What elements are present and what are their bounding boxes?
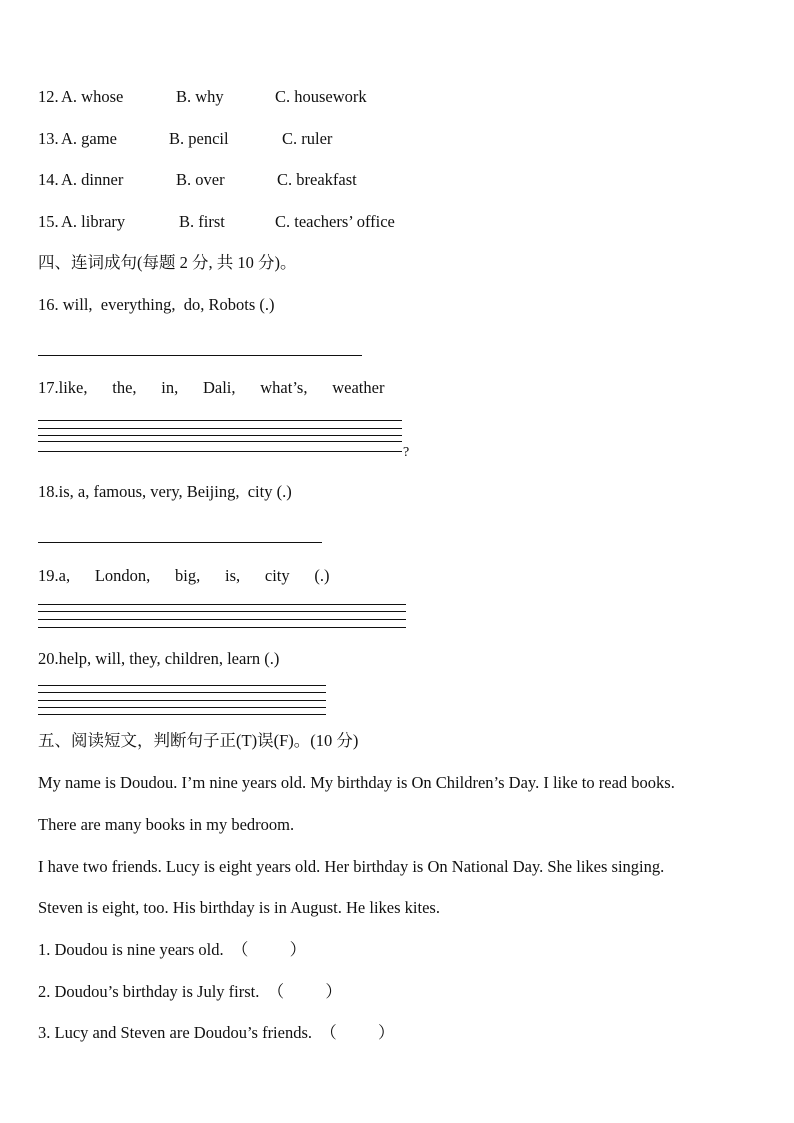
answer-line-19d[interactable]	[38, 627, 406, 628]
statement-3[interactable]: 3. Lucy and Steven are Doudou’s friends. （ ）	[38, 1023, 395, 1042]
option-b: B. why	[176, 87, 224, 106]
answer-line-18[interactable]	[38, 542, 322, 543]
question-mark: ?	[403, 445, 410, 460]
option-b: B. first	[179, 212, 225, 231]
passage-line-4: Steven is eight, too. His birthday is in August. He likes kites.	[38, 898, 440, 917]
answer-line-17b[interactable]	[38, 428, 402, 429]
question-17: 17.like, the, in, Dali, what’s, weather	[38, 378, 385, 397]
option-a: A. whose	[61, 87, 124, 106]
question-number: 13.	[38, 129, 59, 148]
option-c: C. housework	[275, 87, 367, 106]
option-c: C. breakfast	[277, 170, 357, 189]
answer-line-17e[interactable]	[38, 451, 402, 452]
answer-line-19b[interactable]	[38, 611, 406, 612]
answer-line-20b[interactable]	[38, 692, 326, 693]
passage-line-3: I have two friends. Lucy is eight years old. Her birthday is On National Day. She likes singing.	[38, 857, 665, 876]
answer-line-17d[interactable]	[38, 441, 402, 442]
answer-line-20d[interactable]	[38, 707, 326, 708]
answer-line-20c[interactable]	[38, 700, 326, 701]
passage-line-2: There are many books in my bedroom.	[38, 815, 295, 834]
option-a: A. dinner	[61, 170, 124, 189]
section5-title: 五、阅读短文，判断句子正(T)误(F)。(10 分)	[38, 731, 359, 750]
answer-line-16[interactable]	[38, 355, 362, 356]
question-18: 18.is, a, famous, very, Beijing, city (.)	[38, 482, 292, 501]
question-16: 16. will, everything, do, Robots (.)	[38, 295, 275, 314]
question-number: 12.	[38, 87, 59, 106]
answer-line-19a[interactable]	[38, 604, 406, 605]
option-a: A. library	[61, 212, 126, 231]
passage-line-1: My name is Doudou. I’m nine years old. My birthday is On Children’s Day. I like to read books.	[38, 773, 675, 792]
option-b: B. pencil	[169, 129, 229, 148]
question-20: 20.help, will, they, children, learn (.)	[38, 649, 280, 668]
answer-line-20e[interactable]	[38, 714, 326, 715]
answer-line-17a[interactable]	[38, 420, 402, 421]
answer-line-19c[interactable]	[38, 619, 406, 620]
answer-line-20a[interactable]	[38, 685, 326, 686]
statement-1[interactable]: 1. Doudou is nine years old. （ ）	[38, 940, 307, 959]
option-c: C. teachers’ office	[275, 212, 395, 231]
option-c: C. ruler	[282, 129, 333, 148]
question-number: 14.	[38, 170, 59, 189]
question-number: 15.	[38, 212, 59, 231]
answer-line-17c[interactable]	[38, 435, 402, 436]
question-19: 19.a, London, big, is, city (.)	[38, 566, 330, 585]
option-a: A. game	[61, 129, 117, 148]
section4-title: 四、连词成句(每题 2 分, 共 10 分)。	[38, 253, 297, 272]
option-b: B. over	[176, 170, 225, 189]
statement-2[interactable]: 2. Doudou’s birthday is July first. （ ）	[38, 982, 342, 1001]
